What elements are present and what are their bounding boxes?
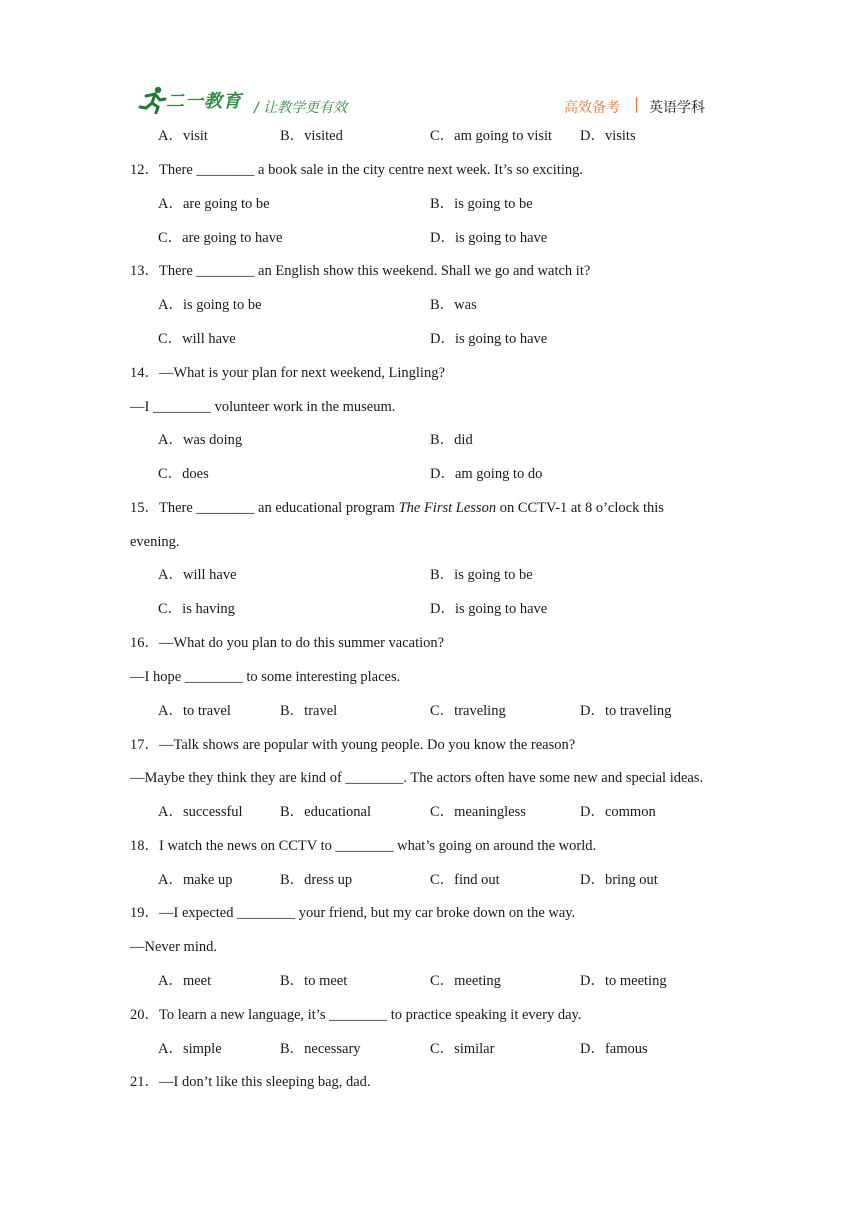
question-stem <box>130 499 664 517</box>
runner-logo-icon <box>138 86 168 114</box>
option-b: B．did <box>430 432 473 448</box>
option-b: B．to meet <box>280 973 348 989</box>
option-b: B．visited <box>280 128 343 144</box>
option-b: B．travel <box>280 703 338 719</box>
option-c: C．does <box>158 466 209 482</box>
question-stem: 13．There ________ an English show this weekend. Shall we go and watch it? <box>130 263 591 279</box>
option-c: C．similar <box>430 1041 495 1057</box>
option-a: A．meet <box>158 973 212 989</box>
option-d: D．visits <box>580 128 636 144</box>
question-stem: 21．—I don’t like this sleeping bag, dad. <box>130 1074 371 1090</box>
option-c: C．am going to visit <box>430 128 553 144</box>
question-stem: 14．—What is your plan for next weekend, Lingling? <box>130 365 445 381</box>
option-c: C．meeting <box>430 973 501 989</box>
dialogue-reply: —Maybe they think they are kind of ________. The actors often have some new and special ideas. <box>130 770 704 786</box>
tag-subject: 英语学科 <box>649 100 705 116</box>
program-title: The First Lesson <box>398 500 497 516</box>
question-stem: 12．There ________ a book sale in the city centre next week. It’s so exciting. <box>130 162 583 178</box>
option-d: D．am going to do <box>430 466 543 482</box>
question-stem-continued: evening. <box>130 534 180 550</box>
option-d: D．is going to have <box>430 230 548 246</box>
question-stem: 17．—Talk shows are popular with young people. Do you know the reason? <box>130 737 576 753</box>
tag-exam: 高效备考 <box>564 100 620 116</box>
option-a: A．are going to be <box>158 196 270 212</box>
option-d: D．is going to have <box>430 331 548 347</box>
stem-post: on CCTV-1 at 8 o’clock this <box>496 500 664 516</box>
dialogue-reply: —I hope ________ to some interesting places. <box>130 669 401 685</box>
option-a: A．is going to be <box>158 297 262 313</box>
option-b: B．educational <box>280 804 372 820</box>
option-d: D．is going to have <box>430 601 548 617</box>
option-c: C．are going to have <box>158 230 283 246</box>
question-stem: 18．I watch the news on CCTV to ________ what’s going on around the world. <box>130 838 597 854</box>
option-a: A．successful <box>158 804 243 820</box>
option-b: B．is going to be <box>430 567 533 583</box>
logo-text: 二一教育 <box>166 91 242 112</box>
option-c: C．meaningless <box>430 804 526 820</box>
option-c: C．is having <box>158 601 235 617</box>
question-stem: 16．—What do you plan to do this summer vacation? <box>130 635 445 651</box>
question-stem: 19．—I expected ________ your friend, but my car broke down on the way. <box>130 905 576 921</box>
option-b: B．dress up <box>280 872 353 888</box>
dialogue-reply: —Never mind. <box>130 939 217 955</box>
option-a: A．to travel <box>158 703 231 719</box>
option-d: D．famous <box>580 1041 648 1057</box>
option-b: B．is going to be <box>430 196 533 212</box>
option-d: D．bring out <box>580 872 658 888</box>
option-a: A．simple <box>158 1041 222 1057</box>
option-d: D．to traveling <box>580 703 672 719</box>
option-d: D．to meeting <box>580 973 667 989</box>
option-a: A．make up <box>158 872 233 888</box>
option-b: B．necessary <box>280 1041 361 1057</box>
option-d: D．common <box>580 804 656 820</box>
option-a: A．will have <box>158 567 237 583</box>
stem-pre: 15．There ________ an educational program <box>130 500 399 516</box>
dialogue-reply: —I ________ volunteer work in the museum. <box>130 399 396 415</box>
slogan: / 让教学更有效 <box>254 100 348 116</box>
option-b: B．was <box>430 297 477 313</box>
logo <box>136 84 246 116</box>
question-stem: 20．To learn a new language, it’s ________ to practice speaking it every day. <box>130 1007 582 1023</box>
option-a: A．visit <box>158 128 208 144</box>
tag-separator: | <box>634 95 640 113</box>
option-c: C．will have <box>158 331 236 347</box>
option-a: A．was doing <box>158 432 243 448</box>
option-c: C．find out <box>430 872 500 888</box>
page-header <box>136 84 716 120</box>
option-c: C．traveling <box>430 703 506 719</box>
